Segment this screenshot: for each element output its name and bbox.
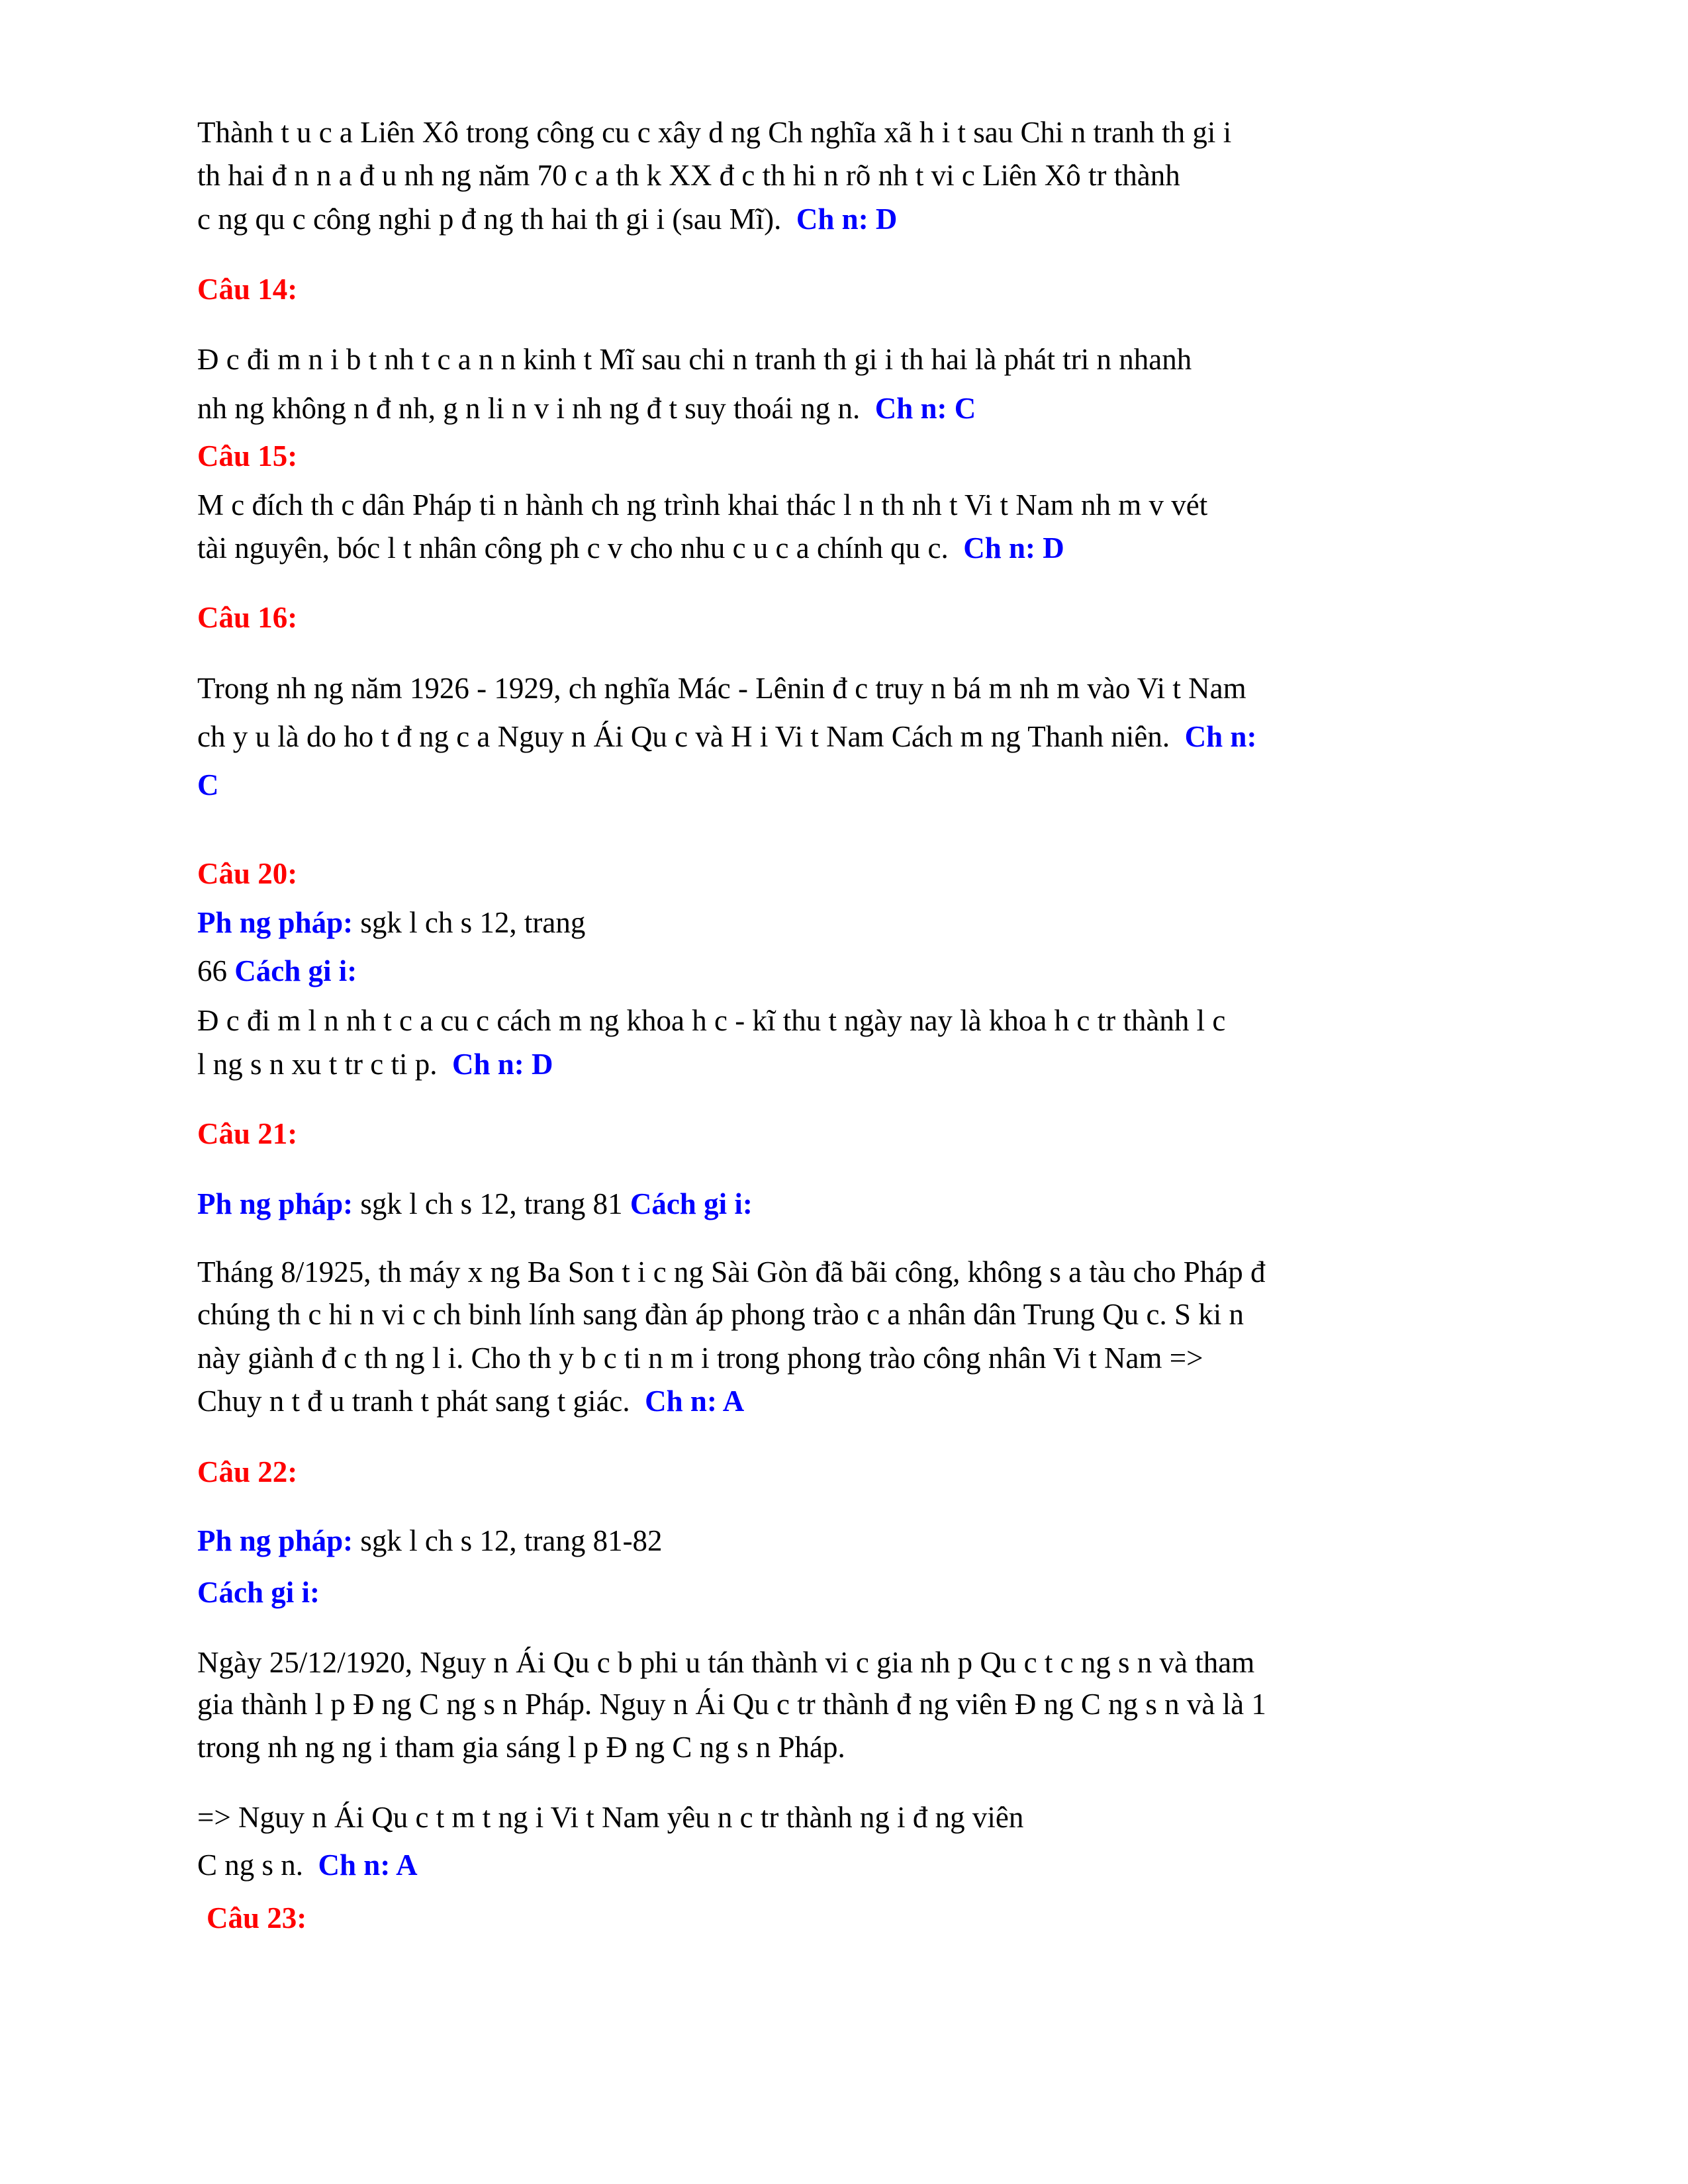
answer-choice: Ch n: <box>1184 720 1257 753</box>
paragraph-line <box>197 118 1231 148</box>
answer-choice: Ch n: C <box>874 392 976 425</box>
question-heading <box>197 859 297 889</box>
method-text: sgk l ch s 12, trang 81-82 <box>353 1524 663 1557</box>
method-label: Ph ng pháp: <box>197 1524 353 1557</box>
question-number: Câu 20: <box>197 857 298 890</box>
paragraph-line <box>197 490 1207 520</box>
question-number: Câu 16: <box>197 601 298 634</box>
question-number: Câu 22: <box>197 1455 298 1488</box>
answer-choice: Ch n: D <box>963 531 1064 565</box>
paragraph-line <box>197 1803 1023 1833</box>
line-text: chúng th c hi n vi c ch binh lính sang đàn áp phong trào c a nhân dân Trung Qu c. S ki n <box>197 1298 1244 1331</box>
line-text: ch y u là do ho t đ ng c a Nguy n Ái Qu c và H i Vi t Nam Cách m ng Thanh niên. <box>197 720 1170 753</box>
line-text: nh ng không n đ nh, g n li n v i nh ng đ t suy thoái ng n. <box>197 392 861 425</box>
answer-choice: Ch n: D <box>451 1048 553 1081</box>
line-text: Trong nh ng năm 1926 - 1929, ch nghĩa Mác - Lênin đ c truy n bá m nh m vào Vi t Nam <box>197 672 1246 705</box>
solution-label: Cách gi i: <box>630 1187 753 1220</box>
answer-label: C <box>197 768 219 801</box>
paragraph-line <box>197 205 897 234</box>
question-heading <box>197 603 297 633</box>
line-text: Đ c đi m n i b t nh t c a n n kinh t Mĩ sau chi n tranh th gi i th hai là phát tri n nhanh <box>197 343 1192 376</box>
method-text: 66 <box>197 954 235 987</box>
line-text: Tháng 8/1925, th máy x ng Ba Son t i c ng Sài Gòn đã bãi công, không s a tàu cho Pháp đ <box>197 1255 1266 1289</box>
line-text: l ng s n xu t tr c ti p. <box>197 1048 438 1081</box>
line-text: => Nguy n Ái Qu c t m t ng i Vi t Nam yêu n c tr thành ng i đ ng viên <box>197 1801 1024 1834</box>
section-label <box>197 1578 320 1608</box>
method-line <box>197 908 585 938</box>
answer-choice: Ch n: A <box>645 1385 745 1418</box>
question-heading <box>197 1457 297 1487</box>
paragraph-line <box>197 1050 553 1079</box>
solution-label: Cách gi i: <box>234 954 357 987</box>
method-text: sgk l ch s 12, trang 81 <box>353 1187 630 1220</box>
answer-choice: Ch n: D <box>796 203 898 236</box>
paragraph-line <box>197 1850 418 1880</box>
paragraph-line <box>197 1343 1203 1373</box>
question-heading <box>197 441 297 471</box>
line-text: C ng s n. <box>197 1848 304 1882</box>
paragraph-line <box>197 1690 1266 1719</box>
line-text: c ng qu c công nghi p đ ng th hai th gi i (sau Mĩ). <box>197 203 782 236</box>
line-text: tài nguyên, bóc l t nhân công ph c v cho nhu c u c a chính qu c. <box>197 531 949 565</box>
line-text: th hai đ n n a đ u nh ng năm 70 c a th k XX đ c th hi n rõ nh t vi c Liên Xô tr thành <box>197 159 1180 192</box>
method-line <box>197 1189 753 1219</box>
question-number: Câu 15: <box>197 439 298 473</box>
line-text: Thành t u c a Liên Xô trong công cu c xây d ng Ch nghĩa xã h i t sau Chi n tranh th gi i <box>197 116 1232 149</box>
paragraph-line <box>197 533 1064 563</box>
paragraph-line <box>197 674 1246 704</box>
paragraph-line <box>197 345 1192 375</box>
method-label: Ph ng pháp: <box>197 906 353 939</box>
answer-choice: Ch n: A <box>318 1848 418 1882</box>
question-heading <box>197 275 297 304</box>
method-label: Ph ng pháp: <box>197 1187 353 1220</box>
paragraph-line <box>197 1006 1225 1036</box>
paragraph-line <box>197 1300 1244 1330</box>
method-line <box>197 956 357 986</box>
question-number: Câu 14: <box>197 273 298 306</box>
method-line <box>197 1526 663 1556</box>
line-text: Ngày 25/12/1920, Nguy n Ái Qu c b phi u tán thành vi c gia nh p Qu c t c ng s n và tham <box>197 1646 1255 1679</box>
paragraph-line <box>197 1648 1254 1678</box>
paragraph-line <box>197 1257 1266 1287</box>
answer-label: Cách gi i: <box>197 1576 320 1609</box>
method-text: sgk l ch s 12, trang <box>353 906 586 939</box>
question-heading <box>207 1903 306 1933</box>
line-text: trong nh ng ng i tham gia sáng l p Đ ng C ng s n Pháp. <box>197 1731 845 1764</box>
line-text: Đ c đi m l n nh t c a cu c cách m ng khoa h c - kĩ thu t ngày nay là khoa h c tr thành l c <box>197 1004 1226 1037</box>
line-text: Chuy n t đ u tranh t phát sang t giác. <box>197 1385 630 1418</box>
line-text: M c đích th c dân Pháp ti n hành ch ng trình khai thác l n th nh t Vi t Nam nh m v vét <box>197 488 1208 522</box>
line-text: này giành đ c th ng l i. Cho th y b c ti n m i trong phong trào công nhân Vi t Nam => <box>197 1342 1203 1375</box>
question-number: Câu 23: <box>207 1901 307 1934</box>
section-label <box>197 770 219 800</box>
line-text: gia thành l p Đ ng C ng s n Pháp. Nguy n Ái Qu c tr thành đ ng viên Đ ng C ng s n và là 1 <box>197 1688 1266 1721</box>
question-heading <box>197 1119 297 1149</box>
paragraph-line <box>197 722 1256 752</box>
paragraph-line <box>197 161 1180 191</box>
paragraph-line <box>197 1733 845 1762</box>
paragraph-line <box>197 394 976 424</box>
question-number: Câu 21: <box>197 1117 298 1150</box>
paragraph-line <box>197 1387 744 1416</box>
